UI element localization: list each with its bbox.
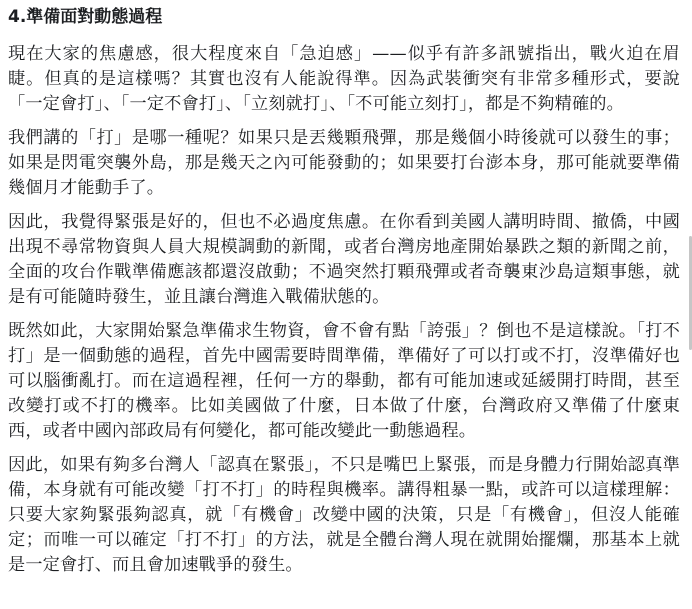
paragraph-serious-preparation: 因此，如果有夠多台灣人「認真在緊張」，不只是嘴巴上緊張，而是身體力行開始認真準備，本身就有可能改變「打不打」的時程與機率。講得粗暴一點，或許可以這樣理解：只要大家夠緊張夠認真，就「有機會」改變中國的決策，只是「有機會」，但沒人能確定；而唯一可以確定「打不打」的方法，就是全體台灣人現在就開始擺爛，那基本上就是一定會打、而且會加速戰爭的發生。 bbox=[8, 455, 680, 575]
paragraph-urgency: 現在大家的焦慮感，很大程度來自「急迫感」——似乎有許多訊號指出，戰火迫在眉睫。但真的是這樣嗎？其實也沒有人能說得準。因為武裝衝突有非常多種形式，要說「一定會打」、「一定不會打」、「立刻就打」、「不可能立刻打」，都是不夠精確的。 bbox=[8, 44, 680, 114]
paragraph-no-excessive-anxiety: 因此，我覺得緊張是好的，但也不必過度焦慮。在你看到美國人講明時間、撤僑，中國出現不尋常物資與人員大規模調動的新聞，或者台灣房地產開始暴跌之類的新聞之前，全面的攻台作戰準備應該都還沒啟動；不過突然打顆飛彈或者奇襲東沙島這類事態，就是有可能隨時發生，並且讓台灣進入戰備狀態的。 bbox=[8, 212, 680, 307]
section-title: 4.準備面對動態過程 bbox=[8, 7, 163, 27]
article-section bbox=[8, 0, 680, 578]
paragraph-dynamic-process: 既然如此，大家開始緊急準備求生物資，會不會有點「誇張」？倒也不是這樣說。「打不打」是一個動態的過程，首先中國需要時間準備，準備好了可以打或不打，沒準備好也可以腦衝亂打。而在這過程裡，任何一方的舉動，都有可能加速或延緩開打時間，甚至改變打或不打的機率。比如美國做了什麼，日本做了什麼，台灣政府又準備了什麼東西，或者中國內部政局有何變化，都可能改變此一動態過程。 bbox=[8, 321, 680, 441]
paragraph-what-kind-of-war: 我們講的「打」是哪一種呢？如果只是丟幾顆飛彈，那是幾個小時後就可以發生的事；如果是閃電突襲外島，那是幾天之內可能發動的；如果要打台澎本身，那可能就要準備幾個月才能動手了。 bbox=[8, 128, 680, 198]
